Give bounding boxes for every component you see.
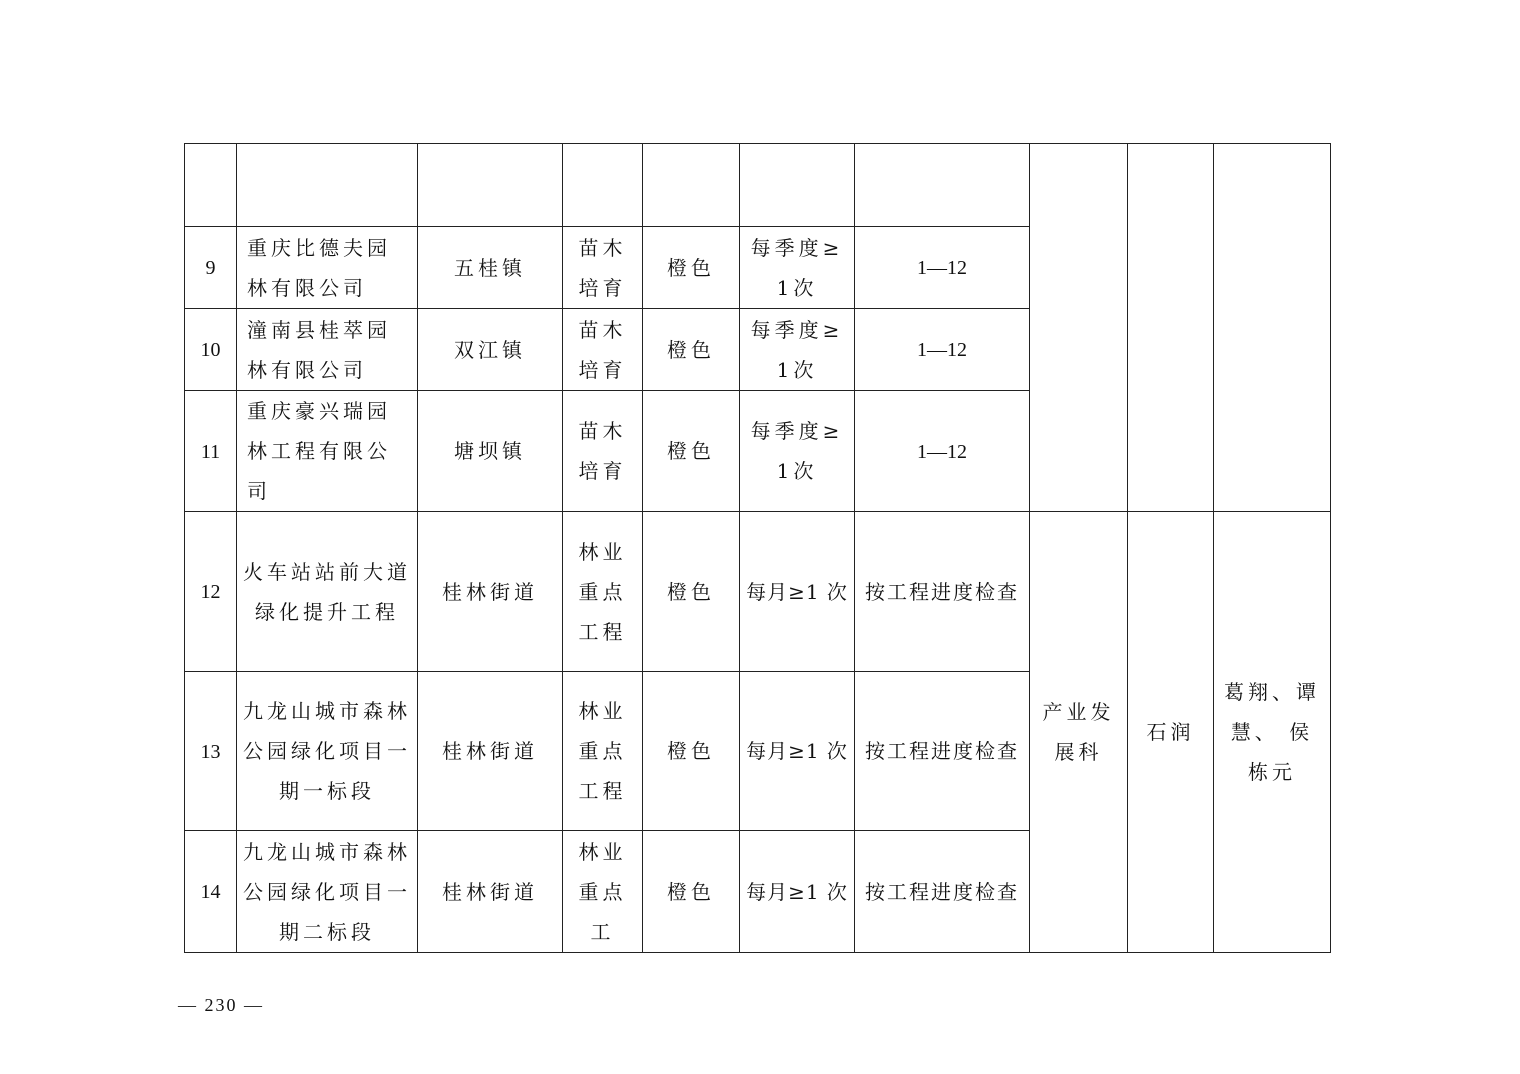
table-row	[185, 144, 1331, 227]
category-cell: 林业重点工	[563, 831, 643, 953]
unit-name-cell	[237, 144, 418, 227]
period-cell: 按工程进度检查	[855, 672, 1030, 831]
risk-color-cell: 橙色	[643, 672, 740, 831]
category-cell: 苗木培育	[563, 309, 643, 391]
location-cell: 桂林街道	[418, 672, 563, 831]
row-number-cell: 11	[185, 391, 237, 512]
risk-color-cell	[643, 144, 740, 227]
location-cell: 五桂镇	[418, 227, 563, 309]
unit-name-cell: 九龙山城市森林公园绿化项目一期二标段	[237, 831, 418, 953]
risk-color-cell: 橙色	[643, 227, 740, 309]
unit-name-cell: 九龙山城市森林公园绿化项目一期一标段	[237, 672, 418, 831]
unit-name-cell: 潼南县桂萃园林有限公司	[237, 309, 418, 391]
risk-color-cell: 橙色	[643, 391, 740, 512]
inspection-table	[184, 143, 1331, 953]
unit-name-cell: 重庆豪兴瑞园林工程有限公司	[237, 391, 418, 512]
period-cell: 1—12	[855, 309, 1030, 391]
location-cell: 桂林街道	[418, 512, 563, 672]
location-cell: 塘坝镇	[418, 391, 563, 512]
row-number-cell: 14	[185, 831, 237, 953]
period-cell: 1—12	[855, 391, 1030, 512]
risk-color-cell: 橙色	[643, 309, 740, 391]
frequency-cell	[740, 144, 855, 227]
period-cell	[855, 144, 1030, 227]
row-number-cell: 12	[185, 512, 237, 672]
frequency-cell: 每月≥1 次	[740, 512, 855, 672]
period-cell: 1—12	[855, 227, 1030, 309]
leader-cell	[1128, 144, 1214, 512]
frequency-cell: 每季度≥1次	[740, 391, 855, 512]
row-number-cell: 13	[185, 672, 237, 831]
unit-name-cell: 火车站站前大道绿化提升工程	[237, 512, 418, 672]
location-cell	[418, 144, 563, 227]
page-number: — 230 —	[178, 995, 264, 1015]
category-cell: 林业重点工程	[563, 672, 643, 831]
category-cell: 苗木培育	[563, 391, 643, 512]
staff-cell	[1214, 144, 1331, 512]
risk-color-cell: 橙色	[643, 831, 740, 953]
category-cell: 苗木培育	[563, 227, 643, 309]
frequency-cell: 每月≥1 次	[740, 672, 855, 831]
table-row	[185, 512, 1331, 672]
category-cell	[563, 144, 643, 227]
department-cell	[1030, 144, 1128, 512]
location-cell: 双江镇	[418, 309, 563, 391]
row-number-cell: 10	[185, 309, 237, 391]
risk-color-cell: 橙色	[643, 512, 740, 672]
leader-cell: 石润	[1128, 512, 1214, 953]
period-cell: 按工程进度检查	[855, 831, 1030, 953]
staff-cell: 葛翔、谭慧、 侯栋元	[1214, 512, 1331, 953]
frequency-cell: 每季度≥1次	[740, 227, 855, 309]
period-cell: 按工程进度检查	[855, 512, 1030, 672]
row-number-cell: 9	[185, 227, 237, 309]
frequency-cell: 每季度≥1次	[740, 309, 855, 391]
department-cell: 产业发展科	[1030, 512, 1128, 953]
location-cell: 桂林街道	[418, 831, 563, 953]
frequency-cell: 每月≥1 次	[740, 831, 855, 953]
row-number-cell	[185, 144, 237, 227]
category-cell: 林业重点工程	[563, 512, 643, 672]
unit-name-cell: 重庆比德夫园林有限公司	[237, 227, 418, 309]
